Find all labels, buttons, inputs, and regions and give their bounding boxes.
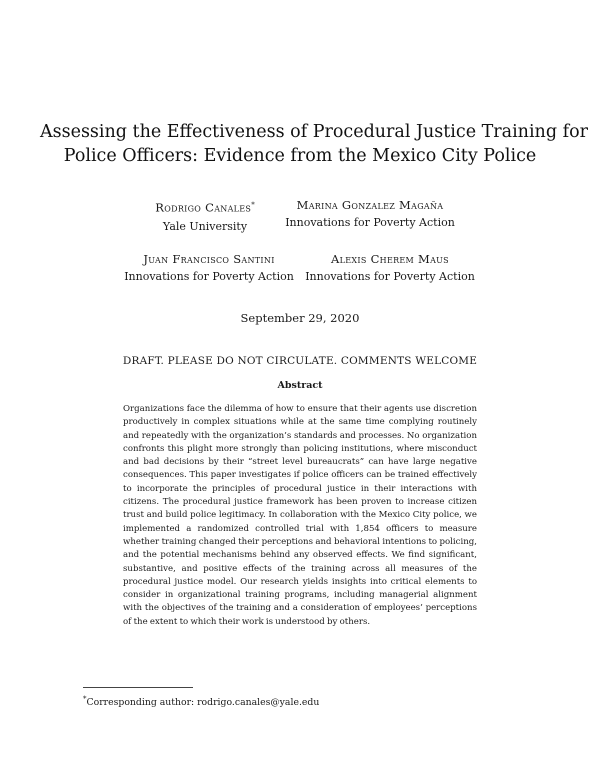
author-1-name: Rodrigo Canales	[155, 200, 252, 215]
abstract-body: Organizations face the dilemma of how to ensure that their agents use discretion productively in complex situations while at the same time complying routinely and repeatedly with the organization’s standards and processes. No organization confronts this plight more strongly than policing institutions, where misconduct and bad decisions by their “street level bureaucrats” can have large negative consequences. This paper investigates if police officers can be trained effectively to incorporate the principles of procedural justice in their interactions with citizens. The procedural justice framework has been proven to increase citizen trust and build police legitimacy. In collaboration with the Mexico City police, we implemented a randomized controlled trial with 1,854 officers to measure whether training changed their perceptions and behavioral intentions to policing, and the potential mechanisms behind any observed effects. We find significant, substantive, and positive effects of the training across all measures of the procedural justice model. Our research yields insights into critical elements to consider in organizational training programs, including managerial alignment with the objectives of the training and a consideration of employees’ perceptions of the extent to which their work is understood by others.	[123, 404, 477, 627]
paper-title-line-1: Assessing the Effectiveness of Procedural Justice Training for	[40, 122, 588, 142]
author-4-name: Alexis Cherem Maus	[331, 252, 449, 266]
author-3	[120, 250, 298, 286]
footnote-marker: *	[83, 695, 87, 703]
author-3-affiliation: Innovations for Poverty Action	[124, 270, 294, 283]
author-1	[130, 196, 280, 236]
footnote-text: Corresponding author: rodrigo.canales@yale.edu	[86, 697, 320, 709]
author-2	[280, 196, 460, 232]
author-4-affiliation: Innovations for Poverty Action	[305, 270, 475, 283]
author-1-affiliation: Yale University	[162, 219, 248, 233]
paper-title	[40, 120, 588, 168]
abstract-heading: Abstract	[277, 380, 323, 391]
author-2-affiliation: Innovations for Poverty Action	[285, 216, 455, 229]
author-1-footnote-marker: *	[251, 201, 255, 209]
author-4	[300, 250, 480, 286]
draft-notice: DRAFT. PLEASE DO NOT CIRCULATE. COMMENTS WELCOME	[122, 355, 478, 367]
author-2-name: Marina Gonzalez Magaña	[296, 198, 444, 212]
footnote	[83, 695, 319, 708]
footnote-rule	[83, 687, 193, 688]
author-3-name: Juan Francisco Santini	[143, 252, 275, 266]
paper-title-line-2: Police Officers: Evidence from the Mexico City Police	[63, 146, 537, 166]
paper-date: September 29, 2020	[240, 311, 360, 325]
